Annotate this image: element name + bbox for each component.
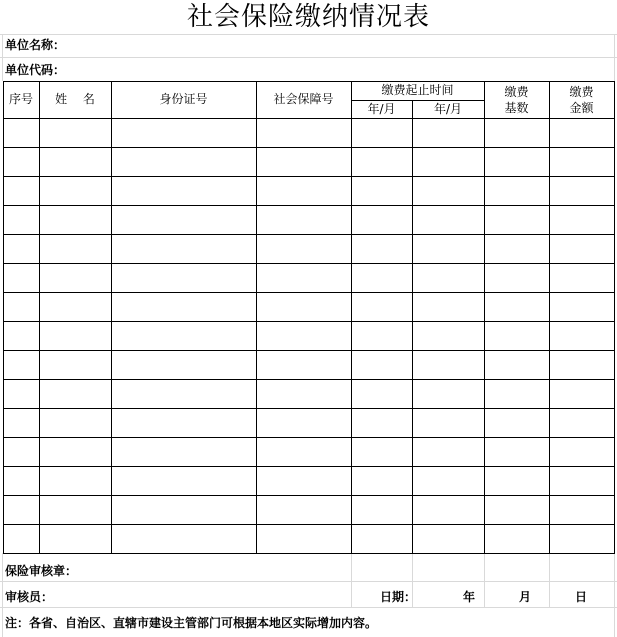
table-border [351,100,484,101]
header-ss-number: 社会保障号 [273,92,334,106]
grid-line [614,553,615,637]
grid-line [351,553,352,607]
table-border [3,466,615,467]
grid-line [0,581,617,582]
insurance-seal-label: 保险审核章： [5,564,78,578]
table-border [39,81,40,554]
date-day-label: 日 [575,590,588,604]
header-id-card: 身份证号 [159,92,208,106]
header-seq: 序号 [8,92,33,106]
table-border [3,437,615,438]
header-amount-line2: 金额 [569,101,594,115]
table-border [3,321,615,322]
grid-line [2,553,3,637]
grid-line [0,57,617,58]
unit-name-label: 单位名称： [5,38,66,52]
header-amount-line1: 缴费 [569,85,594,99]
table-border [3,234,615,235]
header-base-line1: 缴费 [504,85,529,99]
table-border [3,263,615,264]
header-base-line2: 基数 [504,101,529,115]
table-border [3,495,615,496]
table-border [3,81,4,554]
table-border [3,81,615,82]
table-border [3,118,615,119]
date-label: 日期： [380,590,417,604]
header-period: 缴费起止时间 [381,83,454,97]
table-border [3,379,615,380]
date-year-label: 年 [463,590,476,604]
table-border [3,408,615,409]
table-border [3,205,615,206]
table-border [3,292,615,293]
table-border [111,81,112,554]
grid-line [2,34,3,81]
table-border [3,553,615,554]
grid-line [484,553,485,607]
table-border [256,81,257,554]
table-border [3,147,615,148]
form-title: 社会保险缴纳情况表 [186,2,430,32]
table-border [484,81,485,554]
table-border [412,81,413,554]
header-start-ym: 年/月 [367,102,396,116]
table-border [3,350,615,351]
grid-line [0,34,617,35]
grid-line [549,553,550,607]
table-border [3,524,615,525]
grid-line [0,607,617,608]
header-name: 姓 名 [55,92,95,106]
table-border [614,81,615,554]
table-border [3,176,615,177]
table-border [351,81,352,554]
unit-code-label: 单位代码： [5,63,66,77]
table-border [549,81,550,554]
date-month-label: 月 [519,590,532,604]
grid-line [614,34,615,81]
header-end-ym: 年/月 [433,102,463,116]
footnote: 注：各省、自治区、直辖市建设主管部门可根据本地区实际增加内容。 [5,616,378,630]
auditor-label: 审核员： [5,590,54,604]
